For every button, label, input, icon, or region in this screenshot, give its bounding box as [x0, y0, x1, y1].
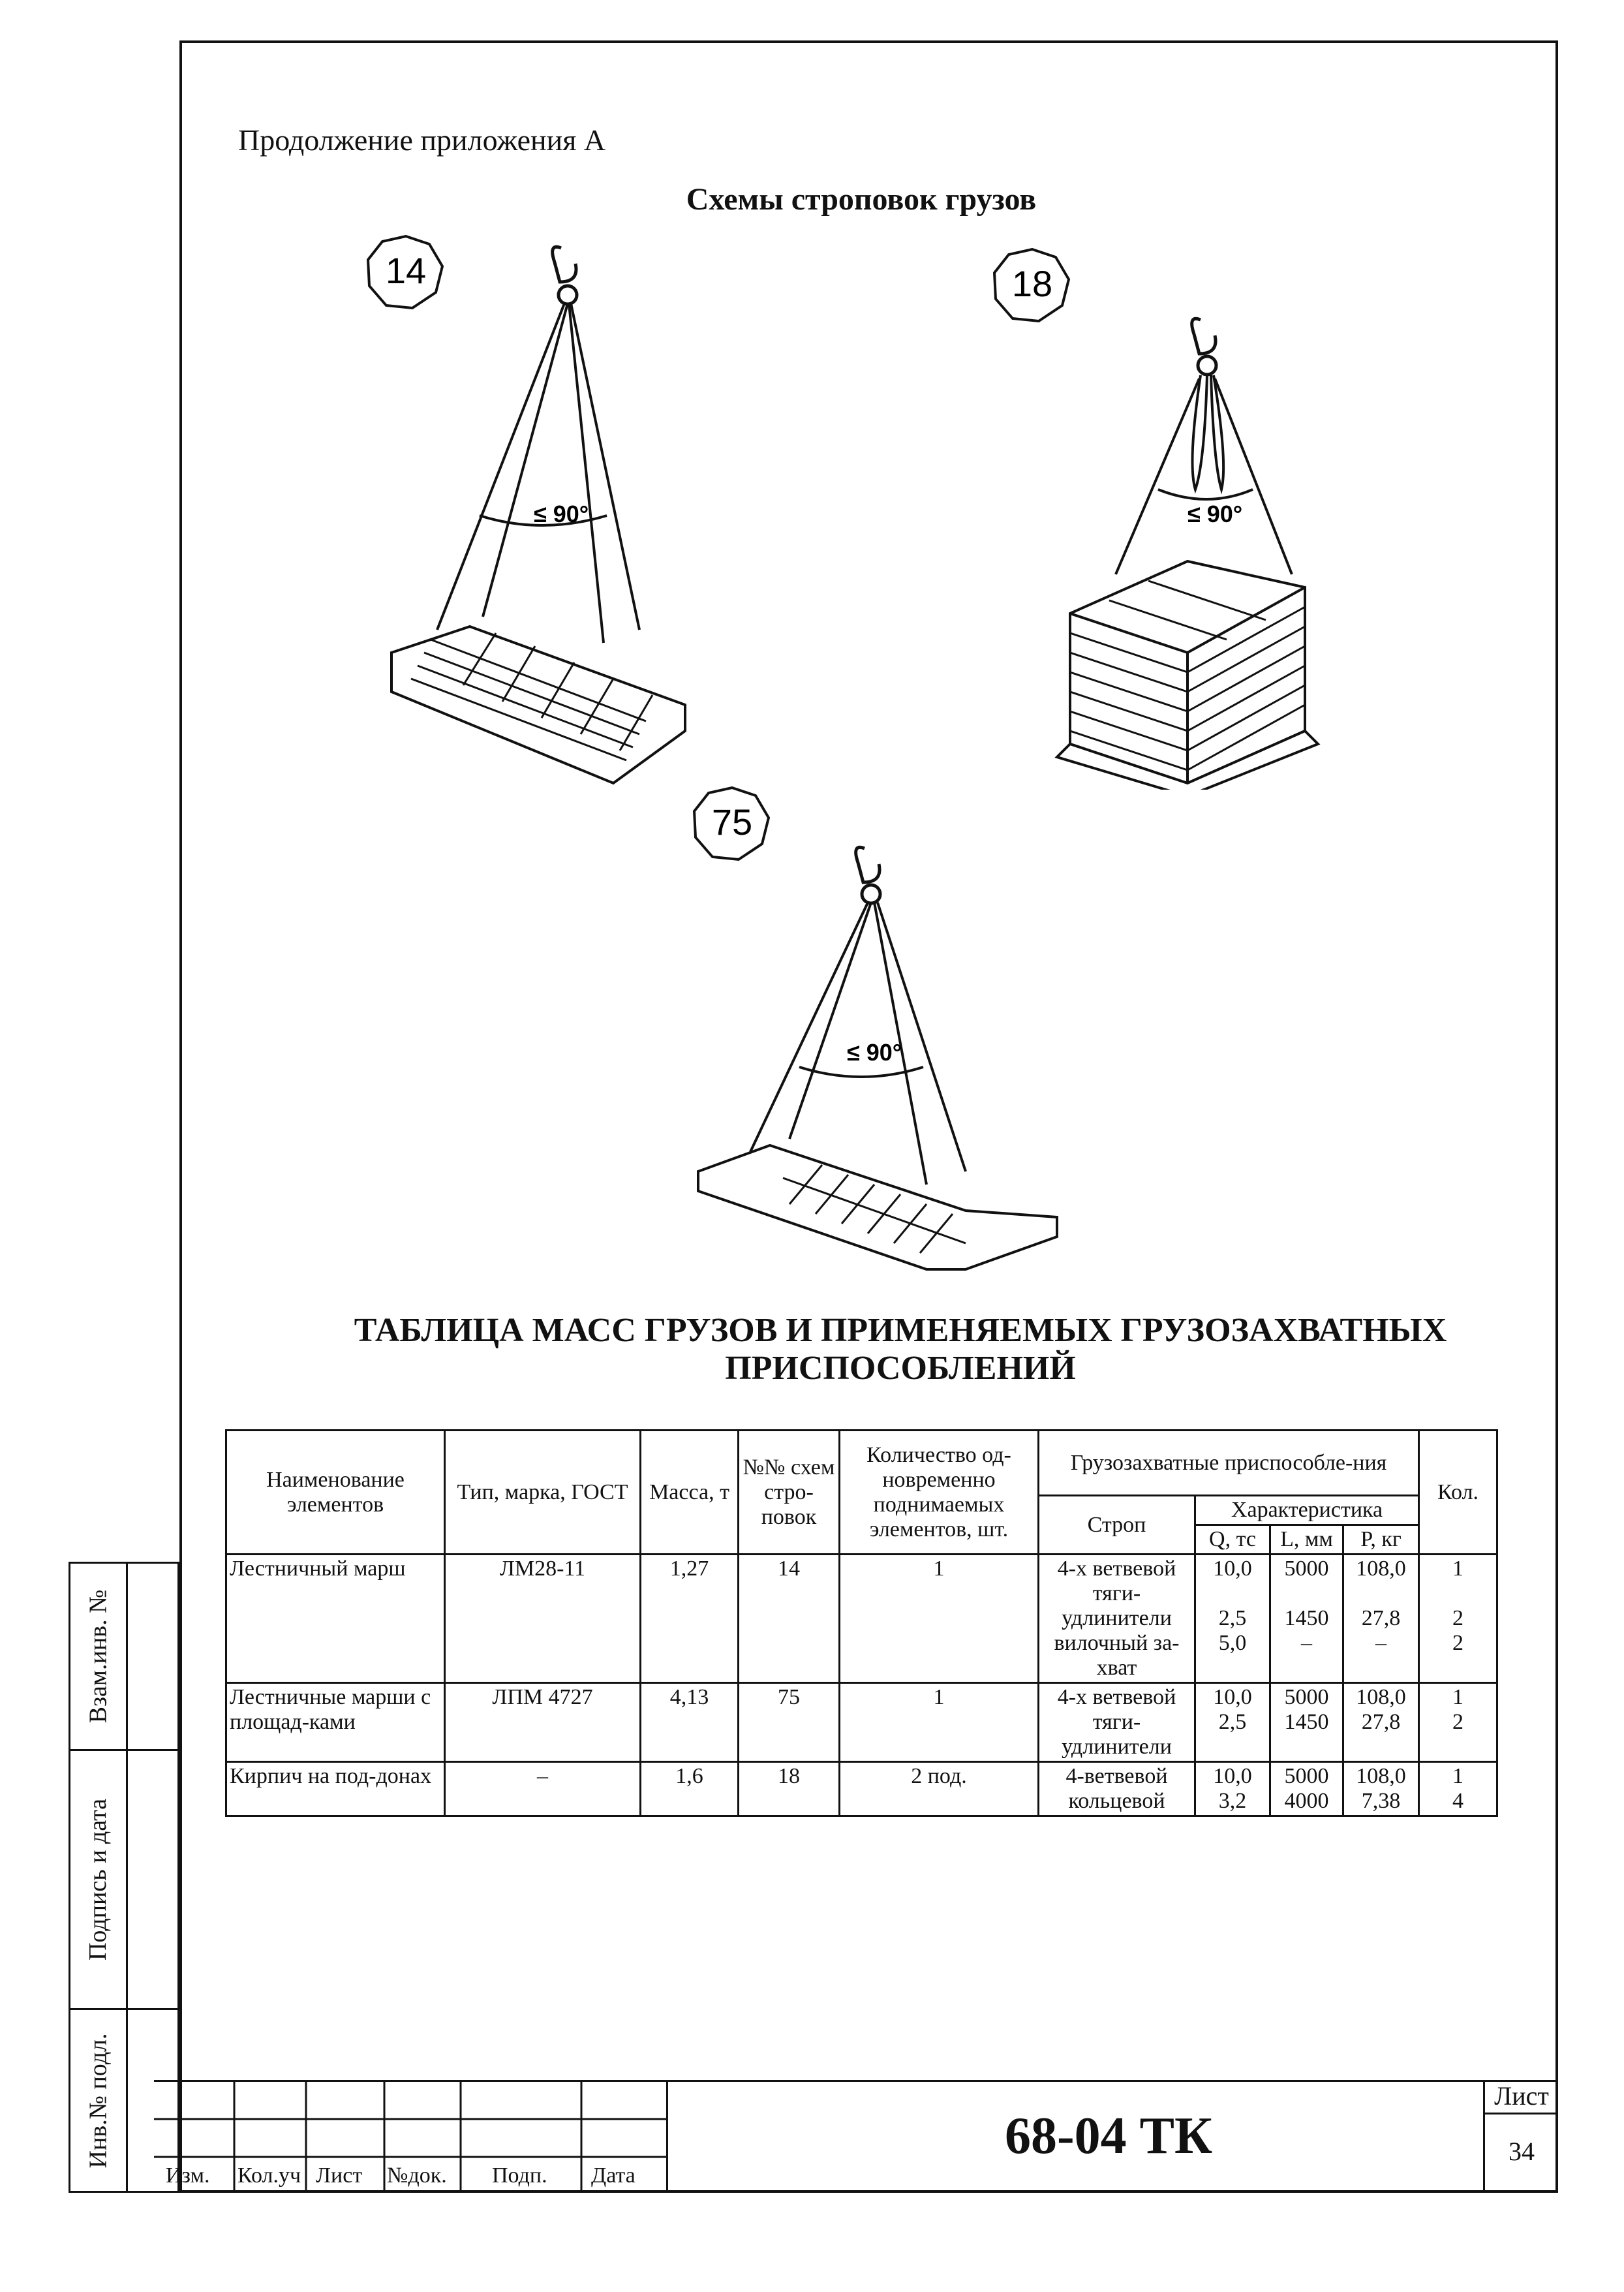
continuation-label: Продолжение приложения А — [238, 123, 606, 157]
row-sling: 4-ветвевой кольцевой — [1039, 1762, 1195, 1816]
header-q: Q, тс — [1195, 1525, 1270, 1555]
sign-date-label: Подпись и дата — [84, 1798, 112, 1961]
document-code: 68-04 ТК — [666, 2080, 1549, 2193]
row-count: 1 — [840, 1555, 1039, 1683]
brick-pallet — [1057, 561, 1318, 790]
row-type: ЛПМ 4727 — [445, 1683, 641, 1762]
header-scheme: №№ схем стро-повок — [739, 1431, 840, 1555]
table-row — [226, 1683, 1497, 1762]
scheme-14-number: 14 — [385, 250, 427, 291]
header-qty: Кол. — [1419, 1431, 1497, 1555]
row-l: 5000 1450 – — [1270, 1555, 1343, 1683]
scheme-18-diagram — [992, 248, 1370, 790]
stair-flight-with-landings — [698, 1145, 1057, 1269]
row-scheme: 75 — [739, 1683, 840, 1762]
row-q: 10,0 2,5 — [1195, 1683, 1270, 1762]
scheme-14-angle: ≤ 90° — [534, 501, 589, 527]
sheet-label: Лист — [1485, 2080, 1558, 2114]
replace-inv-label: Взам.инв. № — [84, 1589, 112, 1724]
sheet-number: 34 — [1509, 2137, 1535, 2166]
angle-arc — [1158, 489, 1253, 499]
table-title-line2: ПРИСПОСОБЛЕНИЙ — [725, 1350, 1076, 1387]
row-count: 2 под. — [840, 1762, 1039, 1816]
row-count: 1 — [840, 1683, 1039, 1762]
table-row — [226, 1762, 1497, 1816]
sling-lines — [437, 303, 639, 643]
replace-inv-cell — [69, 1562, 179, 1751]
header-p: P, кг — [1343, 1525, 1419, 1555]
stamp-col-date: Дата — [591, 2163, 636, 2188]
row-qty: 1 2 — [1419, 1683, 1497, 1762]
scheme-18-number: 18 — [1011, 263, 1053, 304]
header-characteristics: Характеристика — [1195, 1496, 1419, 1525]
stamp-col-sign: Подп. — [492, 2163, 547, 2188]
row-type: – — [445, 1762, 641, 1816]
row-mass: 4,13 — [641, 1683, 739, 1762]
row-qty: 1 4 — [1419, 1762, 1497, 1816]
row-sling: 4-х ветвевой тяги- удлинители вилочный за- хват — [1039, 1555, 1195, 1683]
row-qty: 1 2 2 — [1419, 1555, 1497, 1683]
title-block — [154, 2080, 1558, 2193]
inv-orig-label: Инв.№ подл. — [84, 2032, 112, 2169]
stamp-col-izm: Изм. — [166, 2163, 210, 2188]
header-count: Количество од-новременно поднимаемых элементов, шт. — [840, 1431, 1039, 1555]
row-name: Кирпич на под-донах — [226, 1762, 445, 1816]
table-row — [226, 1555, 1497, 1683]
row-p: 108,0 7,38 — [1343, 1762, 1419, 1816]
row-name: Лестничный марш — [226, 1555, 445, 1683]
loop-sling — [1116, 375, 1292, 574]
row-sling: 4-х ветвевой тяги- удлинители — [1039, 1683, 1195, 1762]
header-mass: Масса, т — [641, 1431, 739, 1555]
row-scheme: 14 — [739, 1555, 840, 1683]
row-l: 5000 1450 — [1270, 1683, 1343, 1762]
mass-table — [225, 1429, 1498, 1817]
header-type: Тип, марка, ГОСТ — [445, 1431, 641, 1555]
stamp-col-list: Лист — [316, 2163, 363, 2188]
scheme-75-angle: ≤ 90° — [847, 1039, 902, 1066]
row-p: 108,0 27,8 – — [1343, 1555, 1419, 1683]
row-mass: 1,27 — [641, 1555, 739, 1683]
stamp-col-doc: №док. — [387, 2163, 447, 2188]
stair-flight — [391, 627, 685, 783]
table-title-line1: ТАБЛИЦА МАСС ГРУЗОВ И ПРИМЕНЯЕМЫХ ГРУЗОЗАХВАТНЫХ — [354, 1312, 1447, 1349]
hook-icon — [856, 847, 880, 903]
row-name: Лестничные марши с площад-ками — [226, 1683, 445, 1762]
scheme-14-diagram — [365, 235, 718, 809]
scheme-75-diagram — [692, 786, 1318, 1289]
sign-date-cell — [69, 1749, 179, 2010]
sheet-box — [1483, 2080, 1558, 2193]
header-name: Наименование элементов — [226, 1431, 445, 1555]
scheme-75-number: 75 — [711, 801, 753, 843]
header-sling: Строп — [1039, 1496, 1195, 1555]
row-mass: 1,6 — [641, 1762, 739, 1816]
header-l: L, мм — [1270, 1525, 1343, 1555]
table-title — [261, 1312, 1540, 1387]
stamp-col-kol: Кол.уч — [237, 2163, 301, 2188]
row-type: ЛМ28-11 — [445, 1555, 641, 1683]
schemes-title: Схемы строповок грузов — [686, 182, 1037, 217]
scheme-18-angle: ≤ 90° — [1187, 501, 1243, 527]
hook-icon — [553, 247, 577, 304]
row-q: 10,0 2,5 5,0 — [1195, 1555, 1270, 1683]
header-devices: Грузозахватные приспособле-ния — [1039, 1431, 1419, 1496]
row-q: 10,0 3,2 — [1195, 1762, 1270, 1816]
row-l: 5000 4000 — [1270, 1762, 1343, 1816]
row-scheme: 18 — [739, 1762, 840, 1816]
row-p: 108,0 27,8 — [1343, 1683, 1419, 1762]
hook-icon — [1192, 318, 1216, 375]
